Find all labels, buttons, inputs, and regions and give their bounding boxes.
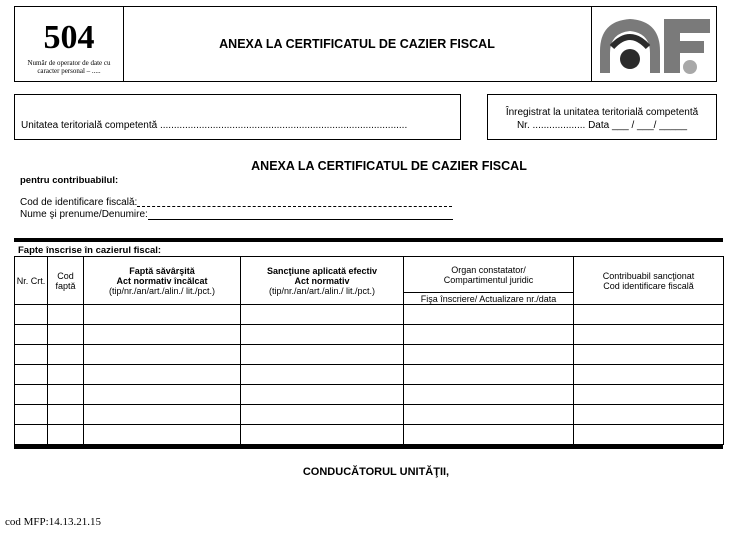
col-contrib-header: [574, 257, 724, 305]
registration-line-1: Înregistrat la unitatea teritorială competentă: [505, 107, 699, 118]
facts-table: [14, 256, 724, 445]
table-row: [15, 325, 724, 345]
col-contrib-title: Contribuabil sancţionat: [602, 270, 695, 281]
col-contrib-cif: Cod identificare fiscală: [603, 280, 694, 291]
col-sanctiune-header: [241, 257, 404, 305]
form-code: cod MFP:14.13.21.15: [5, 516, 101, 528]
table-row: [15, 365, 724, 385]
col-fapta-act: Act normativ încălcat: [116, 275, 208, 286]
col-nr-header: Nr. Crt.: [15, 257, 48, 305]
table-row: [15, 405, 724, 425]
cif-field[interactable]: [137, 206, 452, 207]
col-sanctiune-title: Sancţiune aplicată efectiv: [266, 265, 378, 276]
col-organ-subtitle: Compartimentul juridic: [443, 274, 534, 285]
col-sanctiune-format: (tip/nr./an/art./alin./ lit./pct.): [268, 285, 376, 296]
top-divider: [14, 238, 723, 242]
anaf-logo-icon: [592, 7, 715, 81]
table-row: [15, 385, 724, 405]
registration-box: [487, 94, 717, 140]
registration-line-2: Nr. ................... Data ___ / ___/ _____: [516, 120, 688, 131]
col-fapta-header: [84, 257, 241, 305]
col-fapta-title: Faptă săvârşită: [129, 265, 195, 276]
main-title: ANEXA LA CERTIFICATUL DE CAZIER FISCAL: [251, 159, 527, 173]
col-organ-header: [404, 257, 574, 293]
operator-cell: [15, 7, 124, 81]
table-header-row: [15, 257, 724, 293]
table-row: [15, 425, 724, 445]
name-label: Nume şi prenume/Denumire:: [20, 209, 148, 220]
facts-heading: Fapte înscrise în cazierul fiscal:: [18, 245, 162, 256]
signature-label: CONDUCĂTORUL UNITĂŢII,: [302, 466, 450, 478]
operator-label: Număr de operator de date cu caracter personal – .....: [27, 59, 111, 75]
col-sanctiune-act: Act normativ: [294, 275, 350, 286]
col-fisa-header: Fişa înscriere/ Actualizare nr./data: [404, 293, 574, 305]
territorial-unit-label: Unitatea teritorială competentă .........................................................................................: [21, 120, 408, 131]
name-field[interactable]: [148, 219, 453, 220]
col-fapta-format: (tip/nr./an/art./alin./ lit./pct.): [108, 285, 216, 296]
bottom-divider: [14, 445, 723, 449]
table-row: [15, 345, 724, 365]
territorial-unit-box: [14, 94, 461, 140]
logo-cell: [591, 7, 717, 81]
form-header: [14, 6, 717, 82]
header-title: ANEXA LA CERTIFICATUL DE CAZIER FISCAL: [219, 37, 495, 51]
col-organ-title: Organ constatator/: [451, 264, 526, 275]
form-number: 504: [43, 19, 95, 56]
col-cod-header: Cod faptă: [48, 257, 84, 305]
cif-label: Cod de identificare fiscală:: [20, 197, 138, 208]
table-row: [15, 305, 724, 325]
taxpayer-heading: pentru contribuabilul:: [20, 175, 119, 186]
